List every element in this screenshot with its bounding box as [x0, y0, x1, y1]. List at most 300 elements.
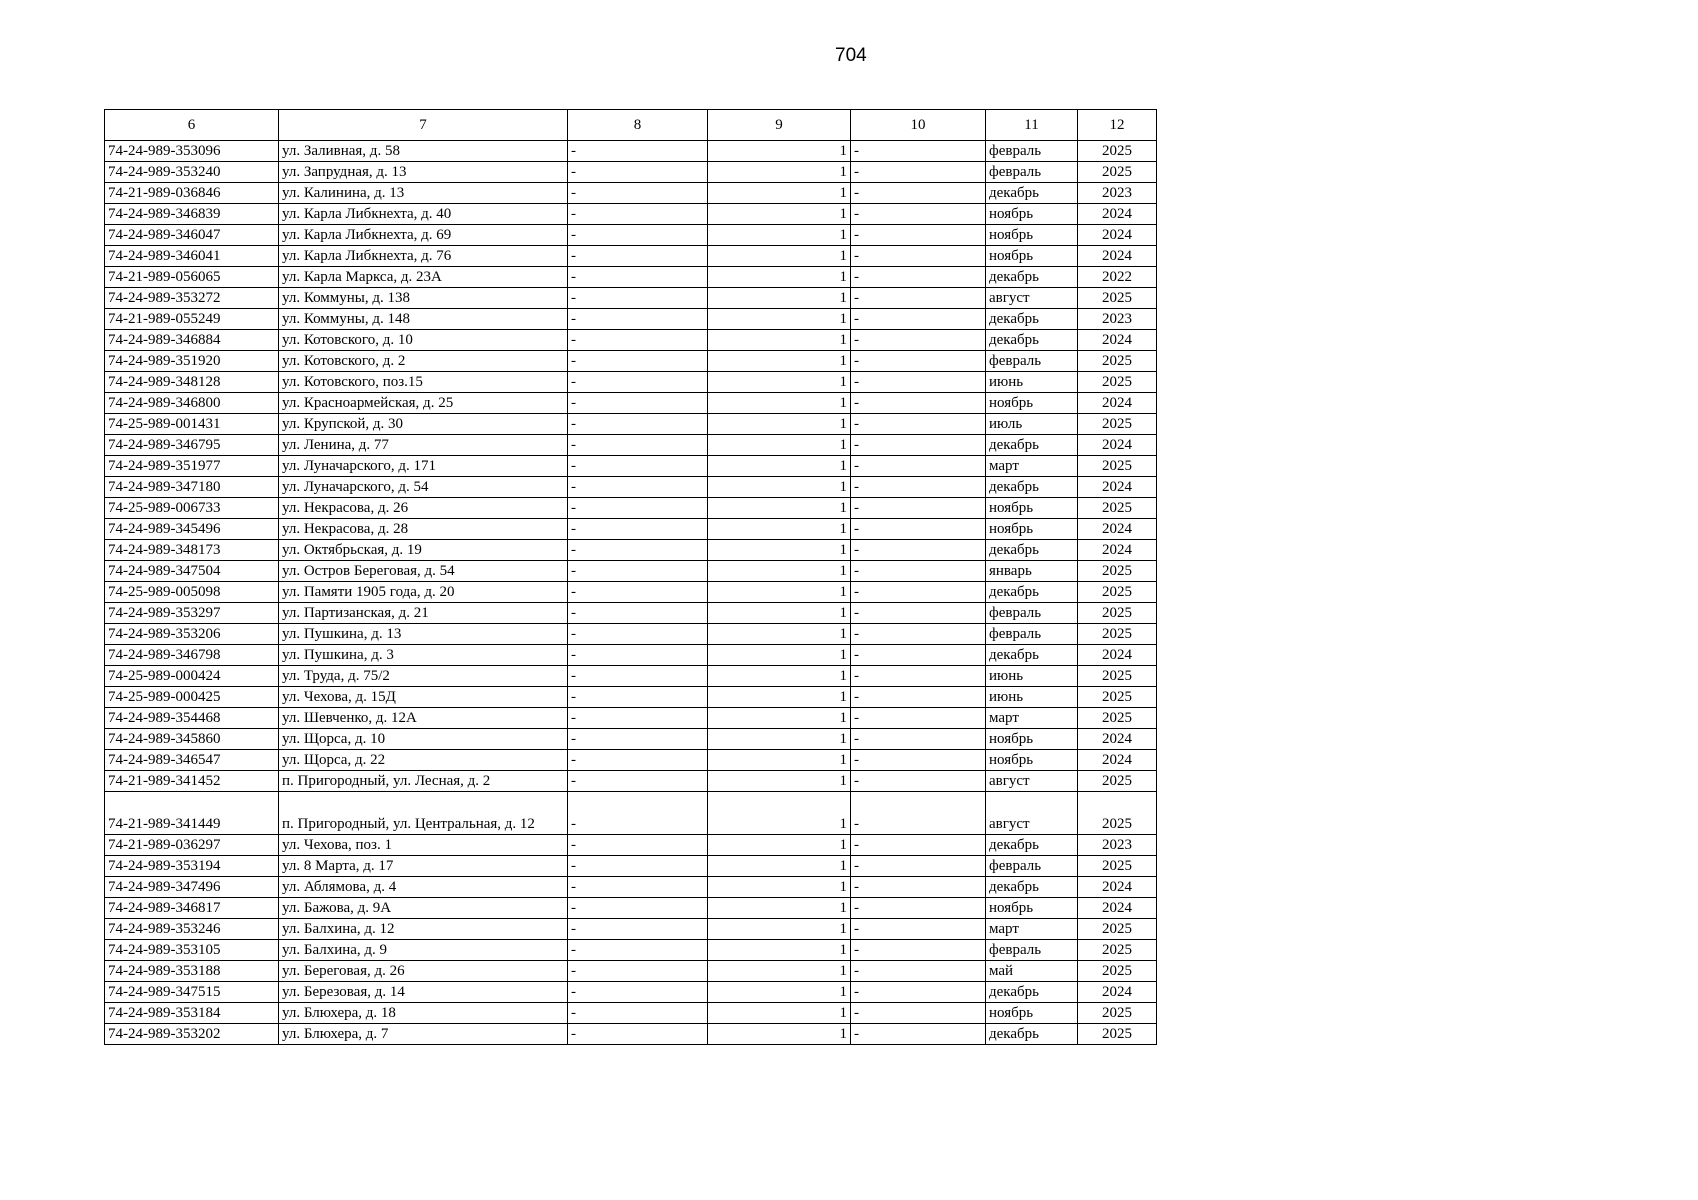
- cell-col8: -: [568, 1003, 708, 1024]
- cell-col8: -: [568, 456, 708, 477]
- cell-col8: -: [568, 519, 708, 540]
- table-row: [105, 267, 1157, 288]
- cell-col9: 1: [708, 141, 851, 162]
- cell-address: ул. Блюхера, д. 18: [279, 1003, 568, 1024]
- cell-col8: -: [568, 982, 708, 1003]
- cell-code: 74-24-989-346547: [105, 750, 279, 771]
- table-row: [105, 141, 1157, 162]
- cell-col9: 1: [708, 246, 851, 267]
- cell-col10: -: [851, 330, 986, 351]
- cell-code: 74-24-989-351977: [105, 456, 279, 477]
- cell-year: 2025: [1078, 792, 1157, 835]
- cell-month: декабрь: [986, 877, 1078, 898]
- cell-col8: -: [568, 940, 708, 961]
- cell-col9: 1: [708, 624, 851, 645]
- cell-month: январь: [986, 561, 1078, 582]
- cell-col9: 1: [708, 393, 851, 414]
- cell-code: 74-24-989-346817: [105, 898, 279, 919]
- data-table: [104, 109, 1157, 1045]
- cell-month: декабрь: [986, 645, 1078, 666]
- cell-year: 2025: [1078, 1024, 1157, 1045]
- cell-col8: -: [568, 582, 708, 603]
- cell-col8: -: [568, 961, 708, 982]
- cell-year: 2025: [1078, 856, 1157, 877]
- cell-year: 2025: [1078, 708, 1157, 729]
- cell-col8: -: [568, 414, 708, 435]
- cell-code: 74-24-989-353246: [105, 919, 279, 940]
- cell-code: 74-21-989-036297: [105, 835, 279, 856]
- cell-address: ул. Карла Либкнехта, д. 69: [279, 225, 568, 246]
- cell-year: 2024: [1078, 750, 1157, 771]
- cell-col10: -: [851, 267, 986, 288]
- cell-month: декабрь: [986, 477, 1078, 498]
- cell-col8: -: [568, 330, 708, 351]
- cell-month: декабрь: [986, 435, 1078, 456]
- cell-address: ул. Октябрьская, д. 19: [279, 540, 568, 561]
- cell-col10: -: [851, 204, 986, 225]
- cell-address: ул. Аблямова, д. 4: [279, 877, 568, 898]
- cell-col9: 1: [708, 982, 851, 1003]
- cell-code: 74-25-989-001431: [105, 414, 279, 435]
- cell-year: 2024: [1078, 246, 1157, 267]
- cell-address: ул. Коммуны, д. 138: [279, 288, 568, 309]
- cell-year: 2025: [1078, 162, 1157, 183]
- table-row: [105, 603, 1157, 624]
- table-row: [105, 435, 1157, 456]
- cell-col10: -: [851, 246, 986, 267]
- cell-col9: 1: [708, 225, 851, 246]
- table-row: [105, 246, 1157, 267]
- cell-year: 2025: [1078, 961, 1157, 982]
- table-row: [105, 729, 1157, 750]
- cell-col10: -: [851, 729, 986, 750]
- cell-col8: -: [568, 204, 708, 225]
- cell-month: февраль: [986, 603, 1078, 624]
- cell-month: ноябрь: [986, 498, 1078, 519]
- cell-col8: -: [568, 246, 708, 267]
- cell-month: ноябрь: [986, 898, 1078, 919]
- table-row: [105, 519, 1157, 540]
- cell-col8: -: [568, 898, 708, 919]
- cell-month: июль: [986, 414, 1078, 435]
- cell-code: 74-25-989-000424: [105, 666, 279, 687]
- table-row: [105, 750, 1157, 771]
- cell-year: 2025: [1078, 351, 1157, 372]
- column-header: 9: [708, 110, 851, 141]
- cell-address: ул. Щорса, д. 22: [279, 750, 568, 771]
- cell-year: 2023: [1078, 183, 1157, 204]
- column-header: 7: [279, 110, 568, 141]
- cell-col10: -: [851, 708, 986, 729]
- cell-col10: -: [851, 624, 986, 645]
- cell-address: ул. Блюхера, д. 7: [279, 1024, 568, 1045]
- cell-col8: -: [568, 372, 708, 393]
- cell-col8: -: [568, 687, 708, 708]
- cell-month: февраль: [986, 351, 1078, 372]
- table-row: [105, 877, 1157, 898]
- cell-col10: -: [851, 603, 986, 624]
- table-row: [105, 414, 1157, 435]
- table-row: [105, 835, 1157, 856]
- cell-year: 2025: [1078, 940, 1157, 961]
- table-row: [105, 288, 1157, 309]
- cell-col10: -: [851, 162, 986, 183]
- cell-year: 2024: [1078, 898, 1157, 919]
- cell-code: 74-24-989-347515: [105, 982, 279, 1003]
- table-row: [105, 162, 1157, 183]
- cell-month: декабрь: [986, 540, 1078, 561]
- cell-code: 74-24-989-353202: [105, 1024, 279, 1045]
- cell-col10: -: [851, 1003, 986, 1024]
- cell-address: п. Пригородный, ул. Лесная, д. 2: [279, 771, 568, 792]
- cell-code: 74-21-989-056065: [105, 267, 279, 288]
- cell-address: ул. Балхина, д. 12: [279, 919, 568, 940]
- cell-year: 2023: [1078, 835, 1157, 856]
- cell-address: ул. Калинина, д. 13: [279, 183, 568, 204]
- cell-month: декабрь: [986, 330, 1078, 351]
- table-row: [105, 919, 1157, 940]
- cell-col9: 1: [708, 603, 851, 624]
- cell-col10: -: [851, 498, 986, 519]
- cell-col9: 1: [708, 267, 851, 288]
- cell-month: ноябрь: [986, 1003, 1078, 1024]
- cell-col10: -: [851, 940, 986, 961]
- cell-code: 74-24-989-348173: [105, 540, 279, 561]
- cell-code: 74-24-989-353272: [105, 288, 279, 309]
- cell-col8: -: [568, 477, 708, 498]
- cell-col10: -: [851, 645, 986, 666]
- cell-col8: -: [568, 351, 708, 372]
- cell-code: 74-24-989-353096: [105, 141, 279, 162]
- cell-address: ул. Запрудная, д. 13: [279, 162, 568, 183]
- cell-month: июнь: [986, 666, 1078, 687]
- cell-col9: 1: [708, 561, 851, 582]
- cell-month: ноябрь: [986, 750, 1078, 771]
- cell-address: ул. Коммуны, д. 148: [279, 309, 568, 330]
- cell-address: ул. Бажова, д. 9А: [279, 898, 568, 919]
- cell-address: ул. Шевченко, д. 12А: [279, 708, 568, 729]
- column-header: 6: [105, 110, 279, 141]
- cell-code: 74-24-989-346800: [105, 393, 279, 414]
- cell-month: ноябрь: [986, 393, 1078, 414]
- table-row: [105, 1024, 1157, 1045]
- cell-col9: 1: [708, 519, 851, 540]
- cell-col9: 1: [708, 645, 851, 666]
- cell-address: ул. Береговая, д. 26: [279, 961, 568, 982]
- cell-col9: 1: [708, 456, 851, 477]
- cell-col10: -: [851, 750, 986, 771]
- cell-code: 74-24-989-353184: [105, 1003, 279, 1024]
- cell-year: 2024: [1078, 477, 1157, 498]
- cell-code: 74-24-989-347496: [105, 877, 279, 898]
- cell-col8: -: [568, 1024, 708, 1045]
- table-row: [105, 961, 1157, 982]
- cell-col8: -: [568, 141, 708, 162]
- table-row: [105, 204, 1157, 225]
- cell-code: 74-24-989-353188: [105, 961, 279, 982]
- cell-code: 74-24-989-353206: [105, 624, 279, 645]
- cell-code: 74-24-989-353194: [105, 856, 279, 877]
- cell-month: февраль: [986, 856, 1078, 877]
- cell-year: 2025: [1078, 414, 1157, 435]
- cell-col8: -: [568, 267, 708, 288]
- cell-code: 74-25-989-000425: [105, 687, 279, 708]
- table-row: [105, 666, 1157, 687]
- cell-month: август: [986, 771, 1078, 792]
- column-header: 10: [851, 110, 986, 141]
- cell-code: 74-21-989-055249: [105, 309, 279, 330]
- cell-col9: 1: [708, 414, 851, 435]
- cell-month: май: [986, 961, 1078, 982]
- cell-year: 2025: [1078, 771, 1157, 792]
- cell-year: 2024: [1078, 645, 1157, 666]
- cell-col8: -: [568, 540, 708, 561]
- table-row: [105, 687, 1157, 708]
- cell-month: март: [986, 456, 1078, 477]
- cell-address: ул. 8 Марта, д. 17: [279, 856, 568, 877]
- cell-address: ул. Труда, д. 75/2: [279, 666, 568, 687]
- cell-year: 2025: [1078, 561, 1157, 582]
- cell-month: февраль: [986, 940, 1078, 961]
- cell-col8: -: [568, 225, 708, 246]
- cell-year: 2025: [1078, 687, 1157, 708]
- cell-address: ул. Карла Либкнехта, д. 76: [279, 246, 568, 267]
- column-header: 8: [568, 110, 708, 141]
- cell-col9: 1: [708, 477, 851, 498]
- cell-col9: 1: [708, 540, 851, 561]
- table-row: [105, 582, 1157, 603]
- cell-col10: -: [851, 877, 986, 898]
- cell-code: 74-24-989-346839: [105, 204, 279, 225]
- cell-address: ул. Чехова, д. 15Д: [279, 687, 568, 708]
- cell-col10: -: [851, 1024, 986, 1045]
- cell-code: 74-21-989-036846: [105, 183, 279, 204]
- cell-col10: -: [851, 666, 986, 687]
- cell-year: 2024: [1078, 204, 1157, 225]
- cell-month: март: [986, 919, 1078, 940]
- table-row: [105, 330, 1157, 351]
- cell-month: ноябрь: [986, 729, 1078, 750]
- column-header: 12: [1078, 110, 1157, 141]
- cell-address: ул. Пушкина, д. 3: [279, 645, 568, 666]
- cell-address: ул. Пушкина, д. 13: [279, 624, 568, 645]
- cell-col10: -: [851, 561, 986, 582]
- cell-year: 2025: [1078, 582, 1157, 603]
- cell-col9: 1: [708, 372, 851, 393]
- cell-month: июнь: [986, 687, 1078, 708]
- cell-address: ул. Ленина, д. 77: [279, 435, 568, 456]
- cell-year: 2025: [1078, 288, 1157, 309]
- cell-address: ул. Луначарского, д. 54: [279, 477, 568, 498]
- cell-year: 2025: [1078, 498, 1157, 519]
- cell-col8: -: [568, 309, 708, 330]
- cell-address: ул. Луначарского, д. 171: [279, 456, 568, 477]
- cell-col9: 1: [708, 708, 851, 729]
- cell-month: февраль: [986, 141, 1078, 162]
- cell-col10: -: [851, 456, 986, 477]
- cell-col9: 1: [708, 771, 851, 792]
- cell-col10: -: [851, 540, 986, 561]
- cell-address: ул. Балхина, д. 9: [279, 940, 568, 961]
- table-row: [105, 982, 1157, 1003]
- cell-col8: -: [568, 919, 708, 940]
- header-row: [105, 110, 1157, 141]
- table-row: [105, 456, 1157, 477]
- table-row: [105, 940, 1157, 961]
- cell-code: 74-24-989-348128: [105, 372, 279, 393]
- cell-year: 2024: [1078, 225, 1157, 246]
- cell-code: 74-24-989-353105: [105, 940, 279, 961]
- cell-year: 2024: [1078, 519, 1157, 540]
- cell-code: 74-24-989-347504: [105, 561, 279, 582]
- cell-year: 2024: [1078, 435, 1157, 456]
- cell-col10: -: [851, 961, 986, 982]
- cell-col9: 1: [708, 940, 851, 961]
- cell-col8: -: [568, 835, 708, 856]
- cell-col10: -: [851, 288, 986, 309]
- cell-col9: 1: [708, 498, 851, 519]
- cell-month: декабрь: [986, 982, 1078, 1003]
- cell-code: 74-24-989-346795: [105, 435, 279, 456]
- cell-col9: 1: [708, 288, 851, 309]
- cell-address: ул. Березовая, д. 14: [279, 982, 568, 1003]
- cell-code: 74-24-989-346047: [105, 225, 279, 246]
- cell-address: ул. Крупской, д. 30: [279, 414, 568, 435]
- cell-code: 74-24-989-346798: [105, 645, 279, 666]
- cell-col9: 1: [708, 330, 851, 351]
- cell-year: 2025: [1078, 1003, 1157, 1024]
- cell-col10: -: [851, 393, 986, 414]
- cell-col10: -: [851, 372, 986, 393]
- page-number: 704: [835, 45, 867, 66]
- cell-address: ул. Памяти 1905 года, д. 20: [279, 582, 568, 603]
- cell-code: 74-24-989-345496: [105, 519, 279, 540]
- cell-month: февраль: [986, 162, 1078, 183]
- table-row: [105, 1003, 1157, 1024]
- cell-code: 74-25-989-006733: [105, 498, 279, 519]
- cell-col10: -: [851, 582, 986, 603]
- table-row: [105, 393, 1157, 414]
- cell-month: август: [986, 288, 1078, 309]
- cell-year: 2024: [1078, 330, 1157, 351]
- table-row: [105, 540, 1157, 561]
- cell-col9: 1: [708, 729, 851, 750]
- table-row: [105, 309, 1157, 330]
- cell-col9: 1: [708, 204, 851, 225]
- cell-col8: -: [568, 183, 708, 204]
- cell-col8: -: [568, 771, 708, 792]
- cell-col10: -: [851, 351, 986, 372]
- cell-col9: 1: [708, 666, 851, 687]
- cell-col8: -: [568, 561, 708, 582]
- cell-address: ул. Чехова, поз. 1: [279, 835, 568, 856]
- cell-col10: -: [851, 477, 986, 498]
- table-row: [105, 856, 1157, 877]
- cell-address: ул. Котовского, д. 2: [279, 351, 568, 372]
- cell-month: декабрь: [986, 1024, 1078, 1045]
- cell-col9: 1: [708, 183, 851, 204]
- cell-col9: 1: [708, 898, 851, 919]
- table-row: [105, 898, 1157, 919]
- cell-col9: 1: [708, 309, 851, 330]
- cell-code: 74-24-989-354468: [105, 708, 279, 729]
- cell-month: февраль: [986, 624, 1078, 645]
- cell-col8: -: [568, 393, 708, 414]
- cell-code: 74-24-989-345860: [105, 729, 279, 750]
- cell-col9: 1: [708, 877, 851, 898]
- cell-code: 74-24-989-353240: [105, 162, 279, 183]
- cell-month: декабрь: [986, 582, 1078, 603]
- cell-col8: -: [568, 666, 708, 687]
- cell-col9: 1: [708, 435, 851, 456]
- cell-month: август: [986, 792, 1078, 835]
- cell-year: 2024: [1078, 393, 1157, 414]
- cell-code: 74-24-989-347180: [105, 477, 279, 498]
- cell-address: ул. Партизанская, д. 21: [279, 603, 568, 624]
- cell-code: 74-21-989-341452: [105, 771, 279, 792]
- cell-col9: 1: [708, 792, 851, 835]
- cell-address: ул. Некрасова, д. 28: [279, 519, 568, 540]
- cell-month: март: [986, 708, 1078, 729]
- cell-address: п. Пригородный, ул. Центральная, д. 12: [279, 792, 568, 835]
- cell-col8: -: [568, 877, 708, 898]
- cell-year: 2024: [1078, 877, 1157, 898]
- cell-address: ул. Некрасова, д. 26: [279, 498, 568, 519]
- cell-month: декабрь: [986, 309, 1078, 330]
- table-body: [105, 141, 1157, 1045]
- table-row: [105, 708, 1157, 729]
- cell-year: 2024: [1078, 982, 1157, 1003]
- table-row: [105, 624, 1157, 645]
- cell-col9: 1: [708, 835, 851, 856]
- cell-col8: -: [568, 603, 708, 624]
- cell-year: 2025: [1078, 603, 1157, 624]
- cell-col10: -: [851, 898, 986, 919]
- cell-address: ул. Остров Береговая, д. 54: [279, 561, 568, 582]
- cell-year: 2025: [1078, 141, 1157, 162]
- cell-address: ул. Щорса, д. 10: [279, 729, 568, 750]
- cell-address: ул. Заливная, д. 58: [279, 141, 568, 162]
- cell-col8: -: [568, 645, 708, 666]
- cell-col10: -: [851, 141, 986, 162]
- cell-col9: 1: [708, 1003, 851, 1024]
- cell-year: 2025: [1078, 372, 1157, 393]
- cell-address: ул. Котовского, поз.15: [279, 372, 568, 393]
- cell-col10: -: [851, 792, 986, 835]
- cell-col9: 1: [708, 961, 851, 982]
- table-row: [105, 351, 1157, 372]
- cell-col9: 1: [708, 856, 851, 877]
- cell-col8: -: [568, 792, 708, 835]
- cell-col8: -: [568, 624, 708, 645]
- cell-address: ул. Красноармейская, д. 25: [279, 393, 568, 414]
- cell-code: 74-25-989-005098: [105, 582, 279, 603]
- cell-month: ноябрь: [986, 204, 1078, 225]
- cell-month: июнь: [986, 372, 1078, 393]
- cell-col10: -: [851, 856, 986, 877]
- cell-year: 2025: [1078, 624, 1157, 645]
- cell-month: ноябрь: [986, 519, 1078, 540]
- cell-col8: -: [568, 708, 708, 729]
- cell-col8: -: [568, 498, 708, 519]
- table-row: [105, 498, 1157, 519]
- cell-col10: -: [851, 519, 986, 540]
- table-row: [105, 477, 1157, 498]
- cell-month: ноябрь: [986, 246, 1078, 267]
- cell-address: ул. Котовского, д. 10: [279, 330, 568, 351]
- table-row: [105, 561, 1157, 582]
- table-row: [105, 645, 1157, 666]
